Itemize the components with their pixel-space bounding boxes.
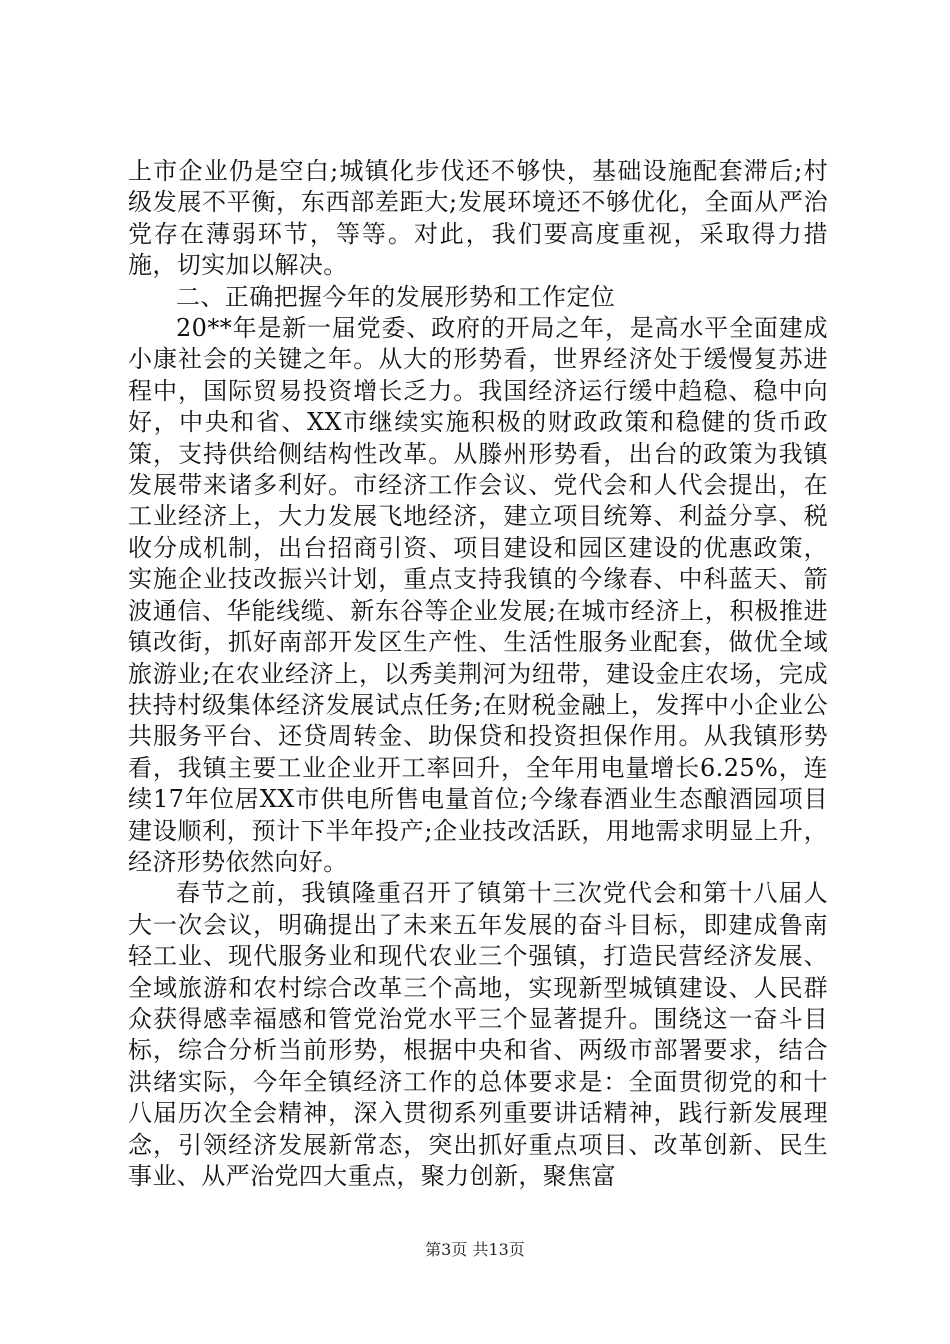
page-number-footer: 第3页 共13页 bbox=[425, 1240, 525, 1259]
paragraph-situation: 20**年是新一届党委、政府的开局之年，是高水平全面建成小康社会的关键之年。从大的形势看，世界经济处于缓慢复苏进程中，国际贸易投资增长乏力。我国经济运行缓中趋稳、稳中向好，中央和省、XX市继续实施积极的财政政策和稳健的货币政策，支持供给侧结构性改革。从滕州形势看，出台的政策为我镇发展带来诸多利好。市经济工作会议、党代会和人代会提出，在工业经济上，大力发展飞地经济，建立项目统筹、利益分享、税收分成机制，出台招商引资、项目建设和园区建设的优惠政策，实施企业技改振兴计划，重点支持我镇的今缘春、中科蓝天、箭波通信、华能线缆、新东谷等企业发展;在城市经济上，积极推进镇改街，抓好南部开发区生产性、生活性服务业配套，做优全域旅游业;在农业经济上，以秀美荆河为纽带，建设金庄农场，完成扶持村级集体经济发展试点任务;在财税金融上，发挥中小企业公共服务平台、还贷周转金、助保贷和投资担保作用。从我镇形势看，我镇主要工业企业开工率回升，全年用电量增长6.25%，连续17年位居XX市供电所售电量首位;今缘春酒业生态酿酒园项目建设顺利，预计下半年投产;企业技改活跃，用地需求明显上升，经济形势依然向好。 bbox=[128, 314, 828, 876]
paragraph-goals: 春节之前，我镇隆重召开了镇第十三次党代会和第十八届人大一次会议，明确提出了未来五年发展的奋斗目标，即建成鲁南轻工业、现代服务业和现代农业三个强镇，打造民营经济发展、全域旅游和农村综合改革三个高地，实现新型城镇建设、人民群众获得感幸福感和管党治党水平三个显著提升。围绕这一奋斗目标，综合分析当前形势，根据中央和省、两级市部署要求，结合洪绪实际，今年全镇经济工作的总体要求是：全面贯彻党的和十八届历次全会精神，深入贯彻系列重要讲话精神，践行新发展理念，引领经济发展新常态，突出抓好重点项目、改革创新、民生事业、从严治党四大重点，聚力创新，聚焦富 bbox=[128, 879, 828, 1190]
section-heading: 二、正确把握今年的发展形势和工作定位 bbox=[176, 282, 616, 311]
document-body bbox=[128, 156, 828, 1192]
paragraph-continuation: 上市企业仍是空白;城镇化步伐还不够快，基础设施配套滞后;村级发展不平衡，东西部差距大;发展环境还不够优化，全面从严治党存在薄弱环节，等等。对此，我们要高度重视，采取得力措施，切实加以解决。 bbox=[128, 157, 828, 280]
